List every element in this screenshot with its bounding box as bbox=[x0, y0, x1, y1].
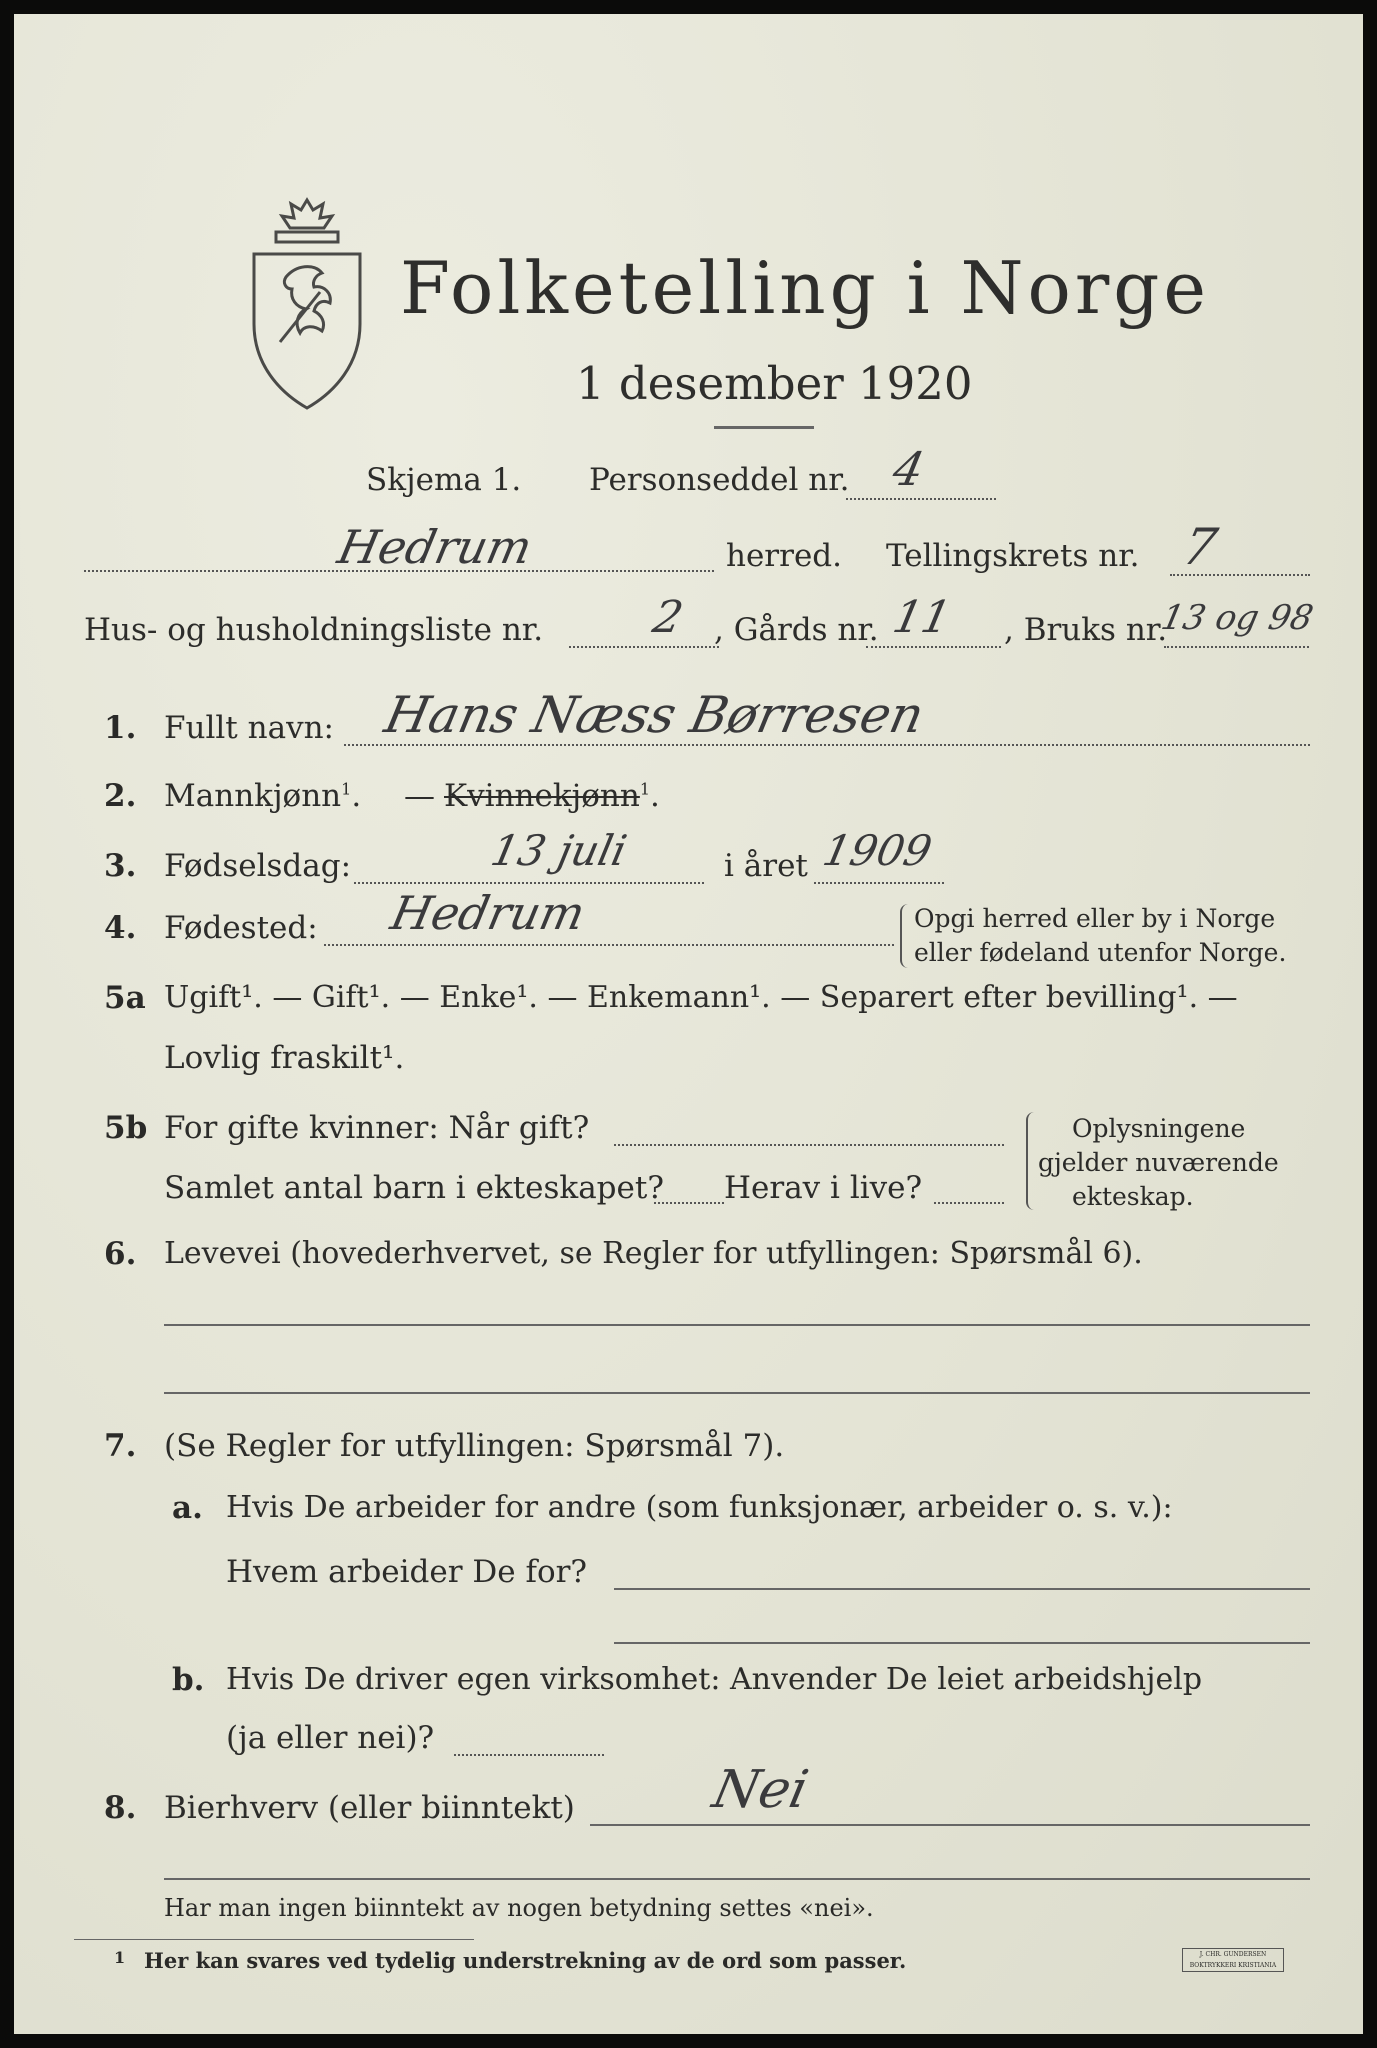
q3-label: Fødselsdag: bbox=[164, 848, 352, 884]
q3-year-value[interactable]: 1909 bbox=[818, 826, 937, 875]
q4-note-line1: Opgi herred eller by i Norge bbox=[914, 904, 1276, 933]
husliste-line bbox=[569, 646, 719, 648]
q5b-note-line3: ekteskap. bbox=[1072, 1182, 1194, 1211]
footnote-rule bbox=[74, 1939, 474, 1940]
q6-number: 6. bbox=[104, 1236, 137, 1272]
q3-year-label: i året bbox=[724, 848, 808, 884]
q4-number: 4. bbox=[104, 910, 137, 946]
q5b-number: 5b bbox=[104, 1110, 148, 1146]
q7a-label: Hvis De arbeider for andre (som funksjonær, arbeider o. s. v.): bbox=[226, 1490, 1173, 1525]
footnote-mark: 1 bbox=[114, 1948, 126, 1967]
q7a-answer-line-2 bbox=[614, 1642, 1310, 1644]
q2-female-option[interactable]: Kvinnekjønn$^1$. bbox=[444, 778, 660, 814]
bruks-line bbox=[1164, 646, 1309, 648]
personseddel-label: Personseddel nr. bbox=[589, 462, 850, 498]
q6-label: Levevei (hovederhvervet, se Regler for utfyllingen: Spørsmål 6). bbox=[164, 1236, 1143, 1271]
bruks-label: , Bruks nr. bbox=[1004, 612, 1168, 648]
q7b-label: Hvis De driver egen virksomhet: Anvender De leiet arbeidshjelp bbox=[226, 1662, 1203, 1697]
q3-line bbox=[354, 882, 704, 884]
title-rule bbox=[714, 426, 814, 429]
q1-line bbox=[344, 744, 1310, 746]
q4-line bbox=[324, 944, 894, 946]
personseddel-value[interactable]: 4 bbox=[888, 442, 930, 496]
q5a-options-cont[interactable]: Lovlig fraskilt¹. bbox=[164, 1040, 405, 1076]
gards-line bbox=[866, 646, 1001, 648]
q3-value[interactable]: 13 juli bbox=[486, 826, 631, 875]
q8-number: 8. bbox=[104, 1790, 137, 1826]
q2-number: 2. bbox=[104, 778, 137, 814]
tellingskrets-value[interactable]: 7 bbox=[1177, 518, 1222, 576]
q7b-answer-line bbox=[454, 1754, 604, 1756]
q4-label: Fødested: bbox=[164, 910, 318, 946]
q5b-note-brace bbox=[1026, 1112, 1038, 1210]
q7-number: 7. bbox=[104, 1428, 137, 1464]
husliste-value[interactable]: 2 bbox=[648, 592, 688, 643]
printer-stamp-text: J. CHR. GUNDERSEN BOKTRYKKERI KRISTIANIA bbox=[1189, 1951, 1277, 1969]
coat-of-arms-icon bbox=[246, 192, 368, 412]
census-form-page bbox=[14, 14, 1363, 2034]
q6-answer-line-2 bbox=[164, 1392, 1310, 1394]
schema-label: Skjema 1. bbox=[366, 462, 522, 498]
q5a-number: 5a bbox=[104, 980, 146, 1016]
q5b-children-label: Samlet antal barn i ekteskapet? bbox=[164, 1170, 664, 1206]
q7b-number: b. bbox=[172, 1662, 205, 1698]
q2-female-label: Kvinnekjønn bbox=[444, 778, 640, 814]
q4-value[interactable]: Hedrum bbox=[386, 886, 590, 940]
q7a-label2: Hvem arbeider De for? bbox=[226, 1554, 588, 1590]
q5b-alive-line bbox=[934, 1202, 1004, 1204]
q5b-children-line bbox=[654, 1202, 724, 1204]
q1-number: 1. bbox=[104, 710, 137, 746]
footer-note: Har man ingen biinntekt av nogen betydning settes «nei». bbox=[164, 1894, 874, 1922]
q1-label: Fullt navn: bbox=[164, 710, 334, 746]
form-title: Folketelling i Norge bbox=[400, 246, 1210, 330]
q7b-label2: (ja eller nei)? bbox=[226, 1720, 435, 1756]
husliste-label: Hus- og husholdningsliste nr. bbox=[84, 612, 544, 648]
census-date: 1 desember 1920 bbox=[576, 357, 973, 410]
q8-value[interactable]: Nei bbox=[707, 1760, 814, 1820]
bruks-value[interactable]: 13 og 98 bbox=[1157, 598, 1317, 638]
q3-number: 3. bbox=[104, 848, 137, 884]
q5b-label: For gifte kvinner: Når gift? bbox=[164, 1110, 590, 1146]
personseddel-line bbox=[846, 498, 996, 500]
q3-year-line bbox=[814, 882, 944, 884]
q5b-alive-label: Herav i live? bbox=[724, 1170, 923, 1206]
herred-value[interactable]: Hedrum bbox=[333, 520, 537, 574]
q2-separator: — bbox=[404, 778, 435, 814]
q1-value[interactable]: Hans Næss Børresen bbox=[379, 686, 929, 744]
q5b-note-line2: gjelder nuværende bbox=[1038, 1148, 1279, 1177]
q8-answer-line-2 bbox=[164, 1878, 1310, 1880]
q5b-note-line1: Oplysningene bbox=[1072, 1114, 1246, 1143]
q4-note-brace bbox=[900, 904, 912, 968]
gards-label: , Gårds nr. bbox=[714, 612, 879, 648]
q7a-answer-line bbox=[614, 1588, 1310, 1590]
q7a-number: a. bbox=[172, 1490, 203, 1526]
q2-male-label: Mannkjønn bbox=[164, 778, 342, 814]
gards-value[interactable]: 11 bbox=[888, 592, 956, 643]
printer-stamp bbox=[1182, 1948, 1284, 1972]
herred-label: herred. bbox=[726, 538, 842, 574]
q7-label: (Se Regler for utfyllingen: Spørsmål 7). bbox=[164, 1428, 785, 1464]
q5b-married-line bbox=[614, 1144, 1004, 1146]
footnote-text: Her kan svares ved tydelig understrekning av de ord som passer. bbox=[144, 1948, 907, 1973]
tellingskrets-label: Tellingskrets nr. bbox=[886, 538, 1140, 574]
q8-answer-line bbox=[590, 1824, 1310, 1826]
q4-note-line2: eller fødeland utenfor Norge. bbox=[914, 938, 1287, 967]
q8-label: Bierhverv (eller biinntekt) bbox=[164, 1790, 575, 1826]
q5a-options[interactable]: Ugift¹. — Gift¹. — Enke¹. — Enkemann¹. — Separert efter bevilling¹. — bbox=[164, 980, 1238, 1015]
q6-answer-line-1 bbox=[164, 1324, 1310, 1326]
q2-male-option[interactable]: Mannkjønn$^1$. bbox=[164, 778, 362, 814]
